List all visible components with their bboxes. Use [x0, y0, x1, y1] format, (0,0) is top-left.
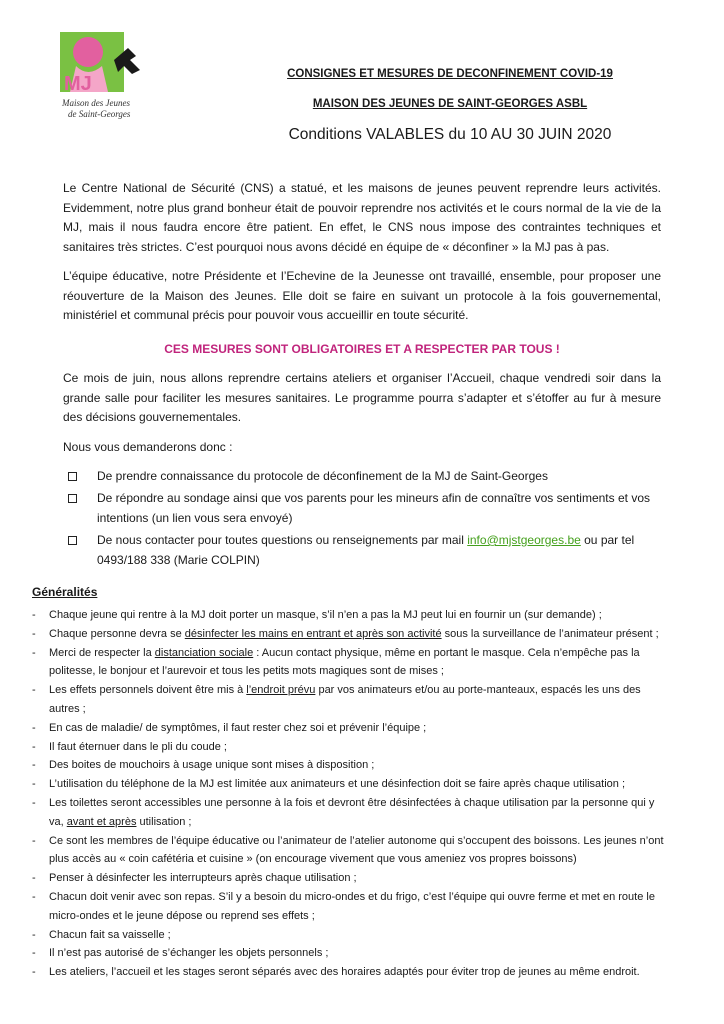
rule-item [32, 775, 672, 794]
dash-bullet: - [32, 740, 36, 753]
checklist-item-3 [97, 531, 677, 570]
conditions-heading: Conditions VALABLES du 10 AU 30 JUIN 2020 [288, 126, 612, 143]
rule-underlined-text: distanciation sociale [154, 646, 254, 659]
rule-text: Il faut éternuer dans le pli du coude ; [49, 740, 227, 753]
rule-text: Les ateliers, l’accueil et les stages seront séparés avec des horaires adaptés pour éviter trop de jeunes au même endroit. [49, 966, 640, 979]
document-title: CONSIGNES ET MESURES DE DECONFINEMENT COVID-19 [287, 68, 613, 80]
checkbox-icon [68, 536, 77, 545]
rule-underlined-text: désinfecter les mains en entrant et après son activité [184, 627, 442, 640]
logo-pink-figure [73, 37, 103, 67]
rule-underlined-text: avant et après [66, 815, 137, 828]
checklist-item-1: De prendre connaissance du protocole de déconfinement de la MJ de Saint-Georges [97, 469, 548, 483]
mandatory-notice: CES MESURES SONT OBLIGATOIRES ET A RESPECTER PAR TOUS ! [164, 342, 560, 356]
rule-item [32, 888, 672, 926]
rule-text: Chacun fait sa vaisselle ; [49, 928, 171, 941]
dash-bullet: - [32, 928, 36, 941]
rule-item [32, 738, 672, 757]
rule-text: Chaque personne devra se [49, 627, 185, 640]
rule-text: Merci de respecter la [49, 646, 155, 659]
organization-name: MAISON DES JEUNES DE SAINT-GEORGES ASBL [312, 98, 588, 110]
dash-bullet: - [32, 627, 36, 640]
mj-logo [58, 30, 144, 126]
rule-text: Chaque jeune qui rentre à la MJ doit porter un masque, s’il n’en a pas la MJ peut lui en fournir un (sur demande) ; [49, 609, 602, 621]
logo-caption-line1: Maison des Jeunes [62, 98, 130, 108]
logo-letters: MJ [64, 73, 92, 95]
rule-item [32, 719, 672, 738]
dash-bullet: - [32, 721, 36, 734]
dash-bullet: - [32, 796, 36, 809]
rule-text: Ce sont les membres de l’équipe éducative ou l’animateur de l’atelier autonome qui s’occupent des boissons. Les jeunes n’ont plus accès au « coin cafétéria et cuisine » (on encourage vivement que vous ameniez vos propres boissons) [49, 834, 664, 866]
rule-item [32, 926, 672, 945]
rule-item [32, 944, 672, 963]
rule-item [32, 625, 672, 644]
rule-item [32, 832, 672, 870]
rule-text: Les toilettes seront accessibles une personne à la fois et devront être désinfectées à chaque utilisation par la personne qui y va, [49, 796, 655, 828]
generalites-heading: Généralités [32, 585, 98, 599]
rule-text: par vos animateurs et/ou au porte-manteaux, espacés les uns des autres ; [49, 684, 641, 715]
intro-paragraph-2: L’équipe éducative, notre Présidente et l’Echevine de la Jeunesse ont travaillé, ensemble, pour proposer une réouverture de la Maison des Jeunes. Elle doit se faire en suivant un protocole à la fois gouvernemental, ministériel et communal précis pour pouvoir vous accueillir en toute sécurité. [63, 269, 661, 322]
intro-paragraph-4: Nous vous demanderons donc : [63, 440, 233, 454]
rule-text: Il n’est pas autorisé de s’échanger les objets personnels ; [49, 947, 329, 960]
dash-bullet: - [32, 947, 36, 960]
rule-item [32, 756, 672, 775]
dash-bullet: - [32, 609, 36, 621]
dash-bullet: - [32, 778, 36, 791]
rule-text: : Aucun contact physique, même en portant le masque. Cela n’empêche pas la politesse, le bonjour et l’aurevoir et tous les petits mots magiques sont de mises ; [49, 646, 640, 678]
rules-list [32, 606, 672, 982]
intro-paragraph-1: Le Centre National de Sécurité (CNS) a statué, et les maisons de jeunes peuvent reprendre leurs activités. Evidemment, notre plus grand bonheur était de pouvoir reprendre nos activités et le cours normal de la vie de la MJ, mais il nous faudra encore être patient. En effet, le CNS nous impose des contraintes techniques et sanitaires très strictes. C’est pourquoi nous avons décidé en équipe de « déconfiner » la MJ pas à pas. [63, 181, 661, 254]
rule-text: Des boites de mouchoirs à usage unique sont mises à disposition ; [49, 759, 375, 772]
rule-text: Penser à désinfecter les interrupteurs après chaque utilisation ; [49, 872, 357, 885]
contact-text-after: ou par tel 0493/188 338 (Marie COLPIN) [97, 533, 635, 567]
rule-text: sous la surveillance de l’animateur présent ; [441, 627, 659, 640]
dash-bullet: - [32, 890, 36, 903]
email-link[interactable]: info@mjstgeorges.be [467, 533, 581, 547]
dash-bullet: - [32, 684, 36, 697]
intro-paragraph-3: Ce mois de juin, nous allons reprendre certains ateliers et organiser l’Accueil, chaque vendredi soir dans la grande salle pour faciliter les mesures sanitaires. Le programme pourra s’adapter et s’étoffer au fur à mesure des décisions gouvernementales. [63, 371, 661, 424]
rule-text: L’utilisation du téléphone de la MJ est limitée aux animateurs et une désinfection doit se faire après chaque utilisation ; [49, 778, 626, 791]
dash-bullet: - [32, 966, 36, 979]
rule-item [32, 869, 672, 888]
rule-text: En cas de maladie/ de symptômes, il faut rester chez soi et prévenir l’équipe ; [49, 721, 427, 734]
checkbox-icon [68, 472, 77, 481]
rule-text: Les effets personnels doivent être mis à [49, 684, 247, 697]
logo-caption-line2: de Saint-Georges [68, 109, 131, 119]
rule-text: utilisation ; [136, 815, 192, 828]
rule-underlined-text: l’endroit prévu [246, 684, 316, 697]
dash-bullet: - [32, 646, 36, 659]
rule-item [32, 606, 672, 625]
rule-item [32, 681, 672, 719]
dash-bullet: - [32, 834, 36, 847]
dash-bullet: - [32, 759, 36, 772]
rule-item [32, 794, 672, 832]
checklist-item-2: De répondre au sondage ainsi que vos parents pour les mineurs afin de connaître vos sentiments et vos intentions (un lien vous sera envoyé) [97, 491, 650, 525]
rule-item [32, 644, 672, 682]
contact-text-before: De nous contacter pour toutes questions ou renseignements par mail [97, 533, 468, 547]
rule-text: Chacun doit venir avec son repas. S’il y a besoin du micro-ondes et du frigo, c’est l’équipe qui ouvre ferme et met en route le micro-ondes et le jeune dépose ou reprend ses effets ; [49, 890, 655, 922]
rule-item [32, 963, 672, 982]
dash-bullet: - [32, 872, 36, 885]
checkbox-icon [68, 494, 77, 503]
